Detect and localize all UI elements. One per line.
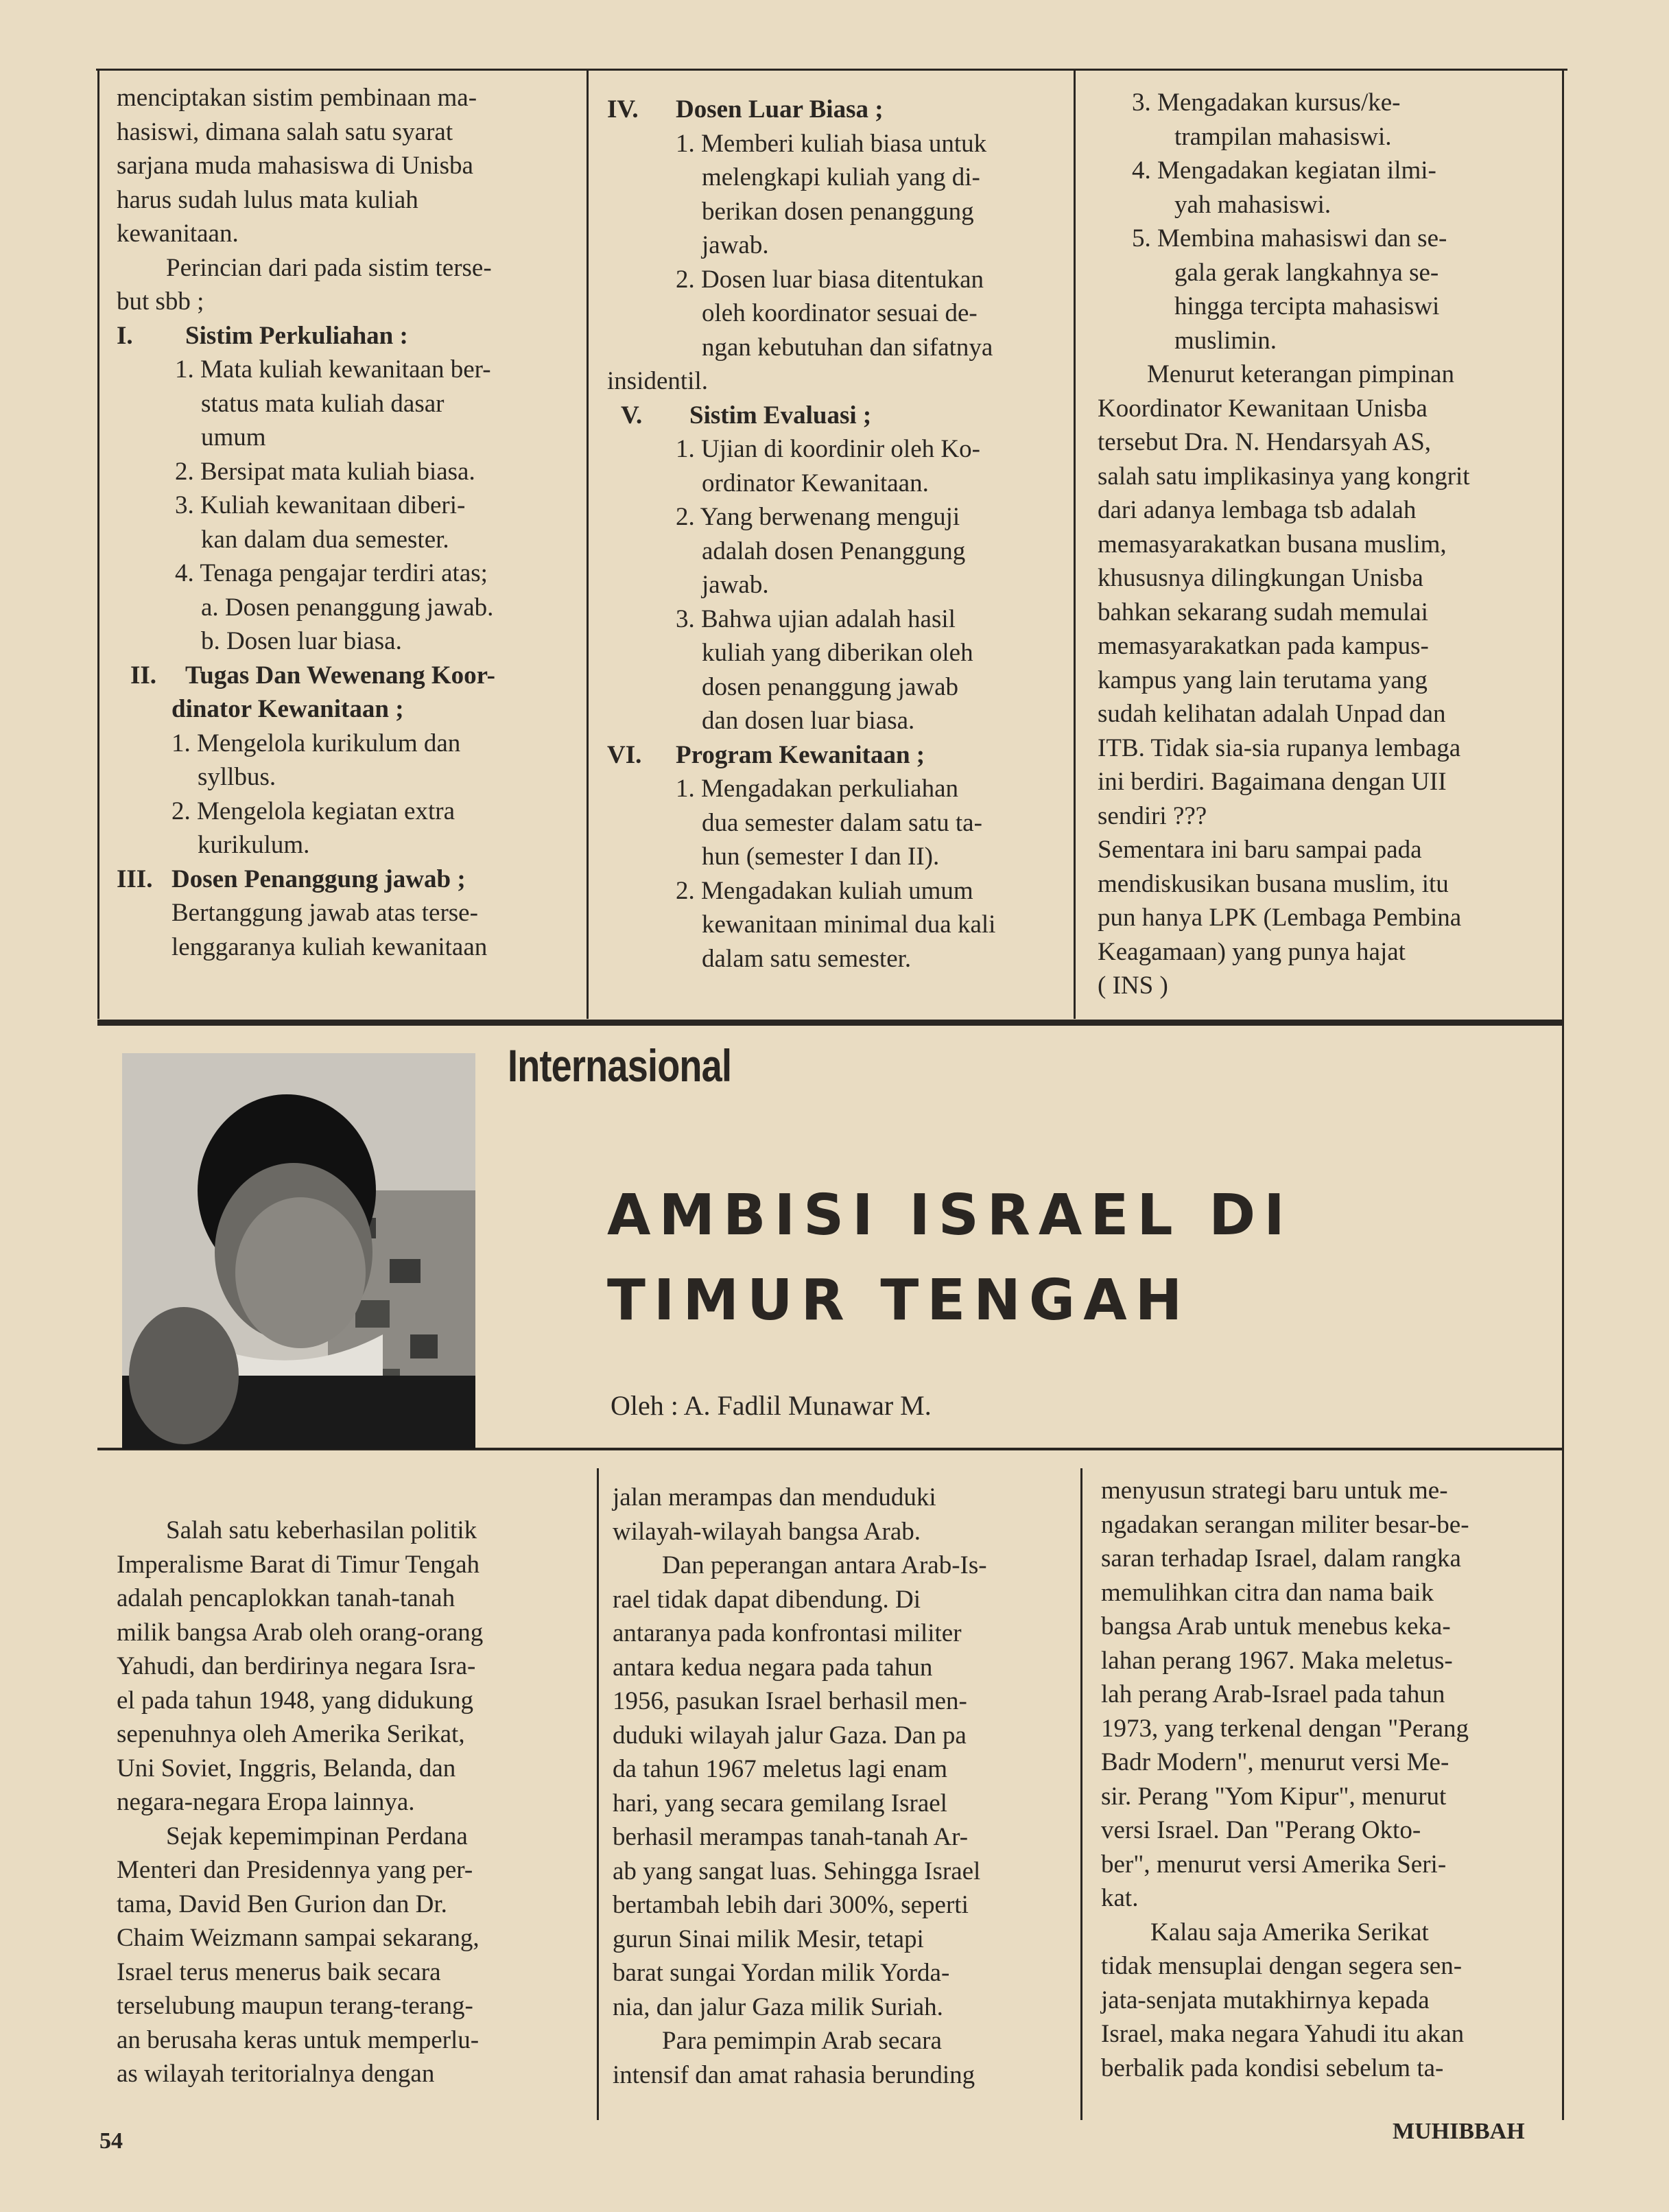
left-frame-line: [97, 69, 99, 1019]
list-item: jawab.: [702, 231, 769, 259]
text-line: barat sungai Yordan milik Yorda-: [613, 1959, 950, 1987]
section-heading-3: [117, 862, 559, 897]
text-line: salah satu implikasinya yang kongrit: [1098, 462, 1470, 491]
text-line: intensif dan amat rahasia berunding: [613, 2060, 975, 2089]
text-line: ngadakan serangan militer besar-be-: [1101, 1510, 1469, 1539]
list-item: 4. Tenaga pengajar terdiri atas;: [175, 559, 488, 587]
text-line: harus sudah lulus mata kuliah: [117, 185, 418, 214]
text-line: Para pemimpin Arab secara: [662, 2027, 942, 2055]
list-item: muslimin.: [1174, 326, 1277, 355]
list-item: status mata kuliah dasar: [201, 389, 445, 418]
column-3-items: [1098, 86, 1543, 357]
text-line: jata-senjata mutakhirnya kepada: [1101, 1986, 1430, 2014]
text-line: ber", menurut versi Amerika Seri-: [1101, 1850, 1447, 1879]
portrait-illustration: [122, 1053, 475, 1449]
article-column-2: [613, 1481, 1065, 2092]
article-title: [607, 1173, 1293, 1343]
list-item: dosen penanggung jawab: [702, 672, 959, 701]
text-line: Imperalisme Barat di Timur Tengah: [117, 1550, 480, 1579]
text-line: antara kedua negara pada tahun: [613, 1653, 933, 1682]
text-line: Sementara ini baru sampai pada: [1098, 836, 1422, 864]
text-line: tidak mensuplai dengan segera sen-: [1101, 1952, 1463, 1980]
text-line: Sejak kepemimpinan Perdana: [166, 1822, 468, 1850]
top-col-divider-1: [587, 69, 589, 1019]
list-item: berikan dosen penanggung: [702, 197, 974, 226]
section-number: III.: [117, 864, 153, 893]
list-item: yah mahasiswi.: [1174, 190, 1331, 219]
article-col-divider-1: [597, 1468, 599, 2120]
article-byline: Oleh : A. Fadlil Munawar M.: [611, 1390, 932, 1421]
text-line: hasiswi, dimana salah satu syarat: [117, 117, 453, 146]
list-item: oleh koordinator sesuai de-: [702, 299, 978, 327]
text-line: menciptakan sistim pembinaan ma-: [117, 84, 477, 112]
text-line: berhasil merampas tanah-tanah Ar-: [613, 1823, 969, 1851]
section-title: Program Kewanitaan ;: [676, 740, 925, 769]
section-title: Tugas Dan Wewenang Koor-: [185, 661, 495, 690]
list-item: dua semester dalam satu ta-: [702, 808, 982, 837]
top-column-3: [1098, 86, 1543, 1003]
list-item: trampilan mahasiswi.: [1174, 122, 1392, 151]
list-item: a. Dosen penanggung jawab.: [201, 593, 494, 622]
section-number: V.: [621, 401, 643, 430]
text-line: sir. Perang "Yom Kipur", menurut: [1101, 1782, 1447, 1811]
article-photo: [122, 1053, 475, 1449]
text-line: Menteri dan Presidennya yang per-: [117, 1856, 473, 1884]
list-item: kuliah yang diberikan oleh: [702, 639, 973, 667]
section-title: Sistim Evaluasi ;: [689, 401, 872, 430]
text-line: nia, dan jalur Gaza milik Suriah.: [613, 1992, 943, 2021]
list-item: gala gerak langkahnya se-: [1174, 258, 1439, 287]
list-item: 1. Mata kuliah kewanitaan ber-: [175, 355, 491, 384]
section-6-items: [607, 772, 1060, 976]
list-item: 1. Mengadakan perkuliahan: [676, 775, 958, 803]
text-line: lahan perang 1967. Maka meletus-: [1101, 1646, 1453, 1675]
text-line: ( INS ): [1098, 972, 1168, 1000]
list-item: 5. Membina mahasiswi dan se-: [1132, 224, 1447, 252]
magazine-name: MUHIBBAH: [1393, 2119, 1525, 2144]
list-item: 2. Yang berwenang menguji: [676, 503, 960, 531]
text-line: memasyarakatkan pada kampus-: [1098, 632, 1429, 660]
list-item: 3. Kuliah kewanitaan diberi-: [175, 491, 466, 519]
section-title-cont: dinator Kewanitaan ;: [171, 695, 404, 723]
text-line: mendiskusikan busana muslim, itu: [1098, 869, 1449, 898]
article-col-divider-2: [1080, 1468, 1082, 2120]
list-item: melengkapi kuliah yang di-: [702, 163, 980, 191]
list-item: b. Dosen luar biasa.: [201, 627, 402, 655]
list-item: kurikulum.: [198, 831, 310, 859]
section-number: I.: [117, 321, 133, 350]
list-item: 2. Mengadakan kuliah umum: [676, 876, 973, 905]
text-line: 1956, pasukan Israel berhasil men-: [613, 1687, 967, 1715]
text-line: wilayah-wilayah bangsa Arab.: [613, 1517, 921, 1546]
list-item: insidentil.: [607, 367, 708, 395]
text-line: Dan peperangan antara Arab-Is-: [662, 1551, 987, 1579]
top-col-divider-2: [1074, 69, 1076, 1019]
list-item: jawab.: [702, 571, 769, 599]
list-item: 4. Mengadakan kegiatan ilmi-: [1132, 156, 1436, 185]
title-line-2: TIMUR TENGAH: [607, 1268, 1191, 1333]
text-line: adalah pencaplokkan tanah-tanah: [117, 1584, 455, 1612]
text-line: but sbb ;: [117, 287, 204, 316]
section-heading-4: [607, 93, 1060, 127]
section-number: VI.: [607, 740, 642, 769]
list-item: kewanitaan minimal dua kali: [702, 910, 996, 939]
text-line: terselubung maupun terang-terang-: [117, 1992, 473, 2020]
list-item: 1. Mengelola kurikulum dan: [171, 729, 461, 757]
list-item: 2. Dosen luar biasa ditentukan: [676, 265, 984, 294]
text-line: bahkan sekarang sudah memulai: [1098, 598, 1428, 626]
text-line: Israel terus menerus baik secara: [117, 1957, 441, 1986]
list-item: adalah dosen Penanggung: [702, 537, 966, 565]
text-line: da tahun 1967 meletus lagi enam: [613, 1755, 948, 1783]
text-line: Yahudi, dan berdirinya negara Isra-: [117, 1652, 476, 1680]
text-line: gurun Sinai milik Mesir, tetapi: [613, 1925, 924, 1953]
text-line: negara-negara Eropa lainnya.: [117, 1788, 415, 1816]
text-line: Uni Soviet, Inggris, Belanda, dan: [117, 1754, 456, 1782]
text-line: kampus yang lain terutama yang: [1098, 666, 1428, 694]
section-heading-6: [607, 738, 1060, 773]
text-line: antaranya pada konfrontasi militer: [613, 1619, 962, 1647]
section-heading-1: [117, 319, 559, 353]
text-line: tama, David Ben Gurion dan Dr.: [117, 1890, 447, 1918]
section-1-items: [117, 353, 559, 659]
text-line: Israel, maka negara Yahudi itu akan: [1101, 2020, 1465, 2048]
text-line: ini berdiri. Bagaimana dengan UII: [1098, 768, 1447, 796]
text-line: Chaim Weizmann sampai sekarang,: [117, 1924, 480, 1952]
section-title: Sistim Perkuliahan :: [185, 321, 408, 350]
text-line: rael tidak dapat dibendung. Di: [613, 1585, 921, 1614]
list-item: umum: [201, 423, 266, 451]
section-title: Dosen Luar Biasa ;: [676, 95, 884, 123]
text-line: sarjana muda mahasiswa di Unisba: [117, 152, 473, 180]
text-line: dari adanya lembaga tsb adalah: [1098, 496, 1417, 524]
text-line: bertambah lebih dari 300%, seperti: [613, 1891, 969, 1919]
list-item: 2. Bersipat mata kuliah biasa.: [175, 457, 475, 486]
text-line: kewanitaan.: [117, 220, 239, 248]
list-item: Bertanggung jawab atas terse-: [171, 899, 478, 927]
text-line: memulihkan citra dan nama baik: [1101, 1578, 1434, 1607]
text-line: lah perang Arab-Israel pada tahun: [1101, 1680, 1445, 1708]
section-5-items: [607, 432, 1060, 738]
text-line: Koordinator Kewanitaan Unisba: [1098, 394, 1428, 423]
section-heading-5: [607, 399, 1060, 433]
text-line: versi Israel. Dan "Perang Okto-: [1101, 1816, 1421, 1844]
article-column-3: [1101, 1474, 1550, 2085]
list-item: hingga tercipta mahasiswi: [1174, 292, 1440, 320]
text-line: Keagamaan) yang punya hajat: [1098, 937, 1406, 966]
text-line: milik bangsa Arab oleh orang-orang: [117, 1618, 484, 1647]
text-line: tersebut Dra. N. Hendarsyah AS,: [1098, 428, 1432, 456]
text-line: duduki wilayah jalur Gaza. Dan pa: [613, 1721, 967, 1750]
top-column-1: [117, 81, 559, 964]
list-item: ordinator Kewanitaan.: [702, 469, 929, 497]
text-line: sendiri ???: [1098, 801, 1207, 830]
section-2-items: [117, 727, 559, 862]
text-line: ITB. Tidak sia-sia rupanya lembaga: [1098, 733, 1461, 762]
text-line: sudah kelihatan adalah Unpad dan: [1098, 700, 1446, 728]
article-column-1: [117, 1514, 578, 2091]
text-line: memasyarakatkan busana muslim,: [1098, 530, 1447, 558]
list-item: kan dalam dua semester.: [201, 525, 449, 554]
text-line: Menurut keterangan pimpinan: [1147, 360, 1454, 388]
list-item: 3. Mengadakan kursus/ke-: [1132, 89, 1401, 117]
text-line: Kalau saja Amerika Serikat: [1150, 1918, 1429, 1946]
section-heading-2: [117, 659, 559, 693]
text-line: ab yang sangat luas. Sehingga Israel: [613, 1857, 981, 1885]
text-line: an berusaha keras untuk memperlu-: [117, 2025, 480, 2054]
text-line: menyusun strategi baru untuk me-: [1101, 1476, 1448, 1505]
list-item: 3. Bahwa ujian adalah hasil: [676, 604, 956, 633]
text-line: Salah satu keberhasilan politik: [166, 1516, 477, 1544]
text-line: khususnya dilingkungan Unisba: [1098, 564, 1423, 592]
text-line: Perincian dari pada sistim terse-: [166, 253, 492, 282]
list-item: dan dosen luar biasa.: [702, 707, 915, 735]
text-line: sepenuhnya oleh Amerika Serikat,: [117, 1720, 465, 1748]
text-line: hari, yang secara gemilang Israel: [613, 1789, 947, 1817]
text-line: as wilayah teritorialnya dengan: [117, 2060, 435, 2088]
section-4-items: [607, 127, 1060, 365]
page-number: 54: [99, 2128, 123, 2154]
text-line: kat.: [1101, 1884, 1139, 1912]
text-line: pun hanya LPK (Lembaga Pembina: [1098, 904, 1462, 932]
top-rule: [96, 69, 1567, 71]
section-number: II.: [130, 661, 157, 690]
text-line: bangsa Arab untuk menebus keka-: [1101, 1612, 1451, 1640]
section-3-items: [117, 896, 559, 964]
section-kicker: Internasional: [508, 1040, 732, 1091]
list-item: 1. Ujian di koordinir oleh Ko-: [676, 435, 980, 463]
text-line: jalan merampas dan menduduki: [613, 1483, 936, 1511]
text-line: Badr Modern", menurut versi Me-: [1101, 1748, 1449, 1776]
list-item: 2. Mengelola kegiatan extra: [171, 797, 455, 825]
text-line: el pada tahun 1948, yang didukung: [117, 1686, 473, 1715]
section-divider: [97, 1020, 1563, 1026]
right-frame-line: [1562, 69, 1564, 2120]
list-item: ngan kebutuhan dan sifatnya: [702, 333, 993, 362]
list-item: lenggaranya kuliah kewanitaan: [171, 932, 488, 961]
text-line: 1973, yang terkenal dengan "Perang: [1101, 1714, 1469, 1743]
list-item: hun (semester I dan II).: [702, 843, 940, 871]
section-title: Dosen Penanggung jawab ;: [171, 864, 466, 893]
list-item: dalam satu semester.: [702, 944, 912, 973]
title-line-1: AMBISI ISRAEL DI: [607, 1183, 1293, 1248]
list-item: syllbus.: [198, 763, 276, 791]
text-line: berbalik pada kondisi sebelum ta-: [1101, 2054, 1444, 2082]
section-number: IV.: [607, 95, 639, 123]
list-item: 1. Memberi kuliah biasa untuk: [676, 129, 987, 158]
top-column-2: [607, 93, 1060, 976]
text-line: saran terhadap Israel, dalam rangka: [1101, 1544, 1461, 1573]
